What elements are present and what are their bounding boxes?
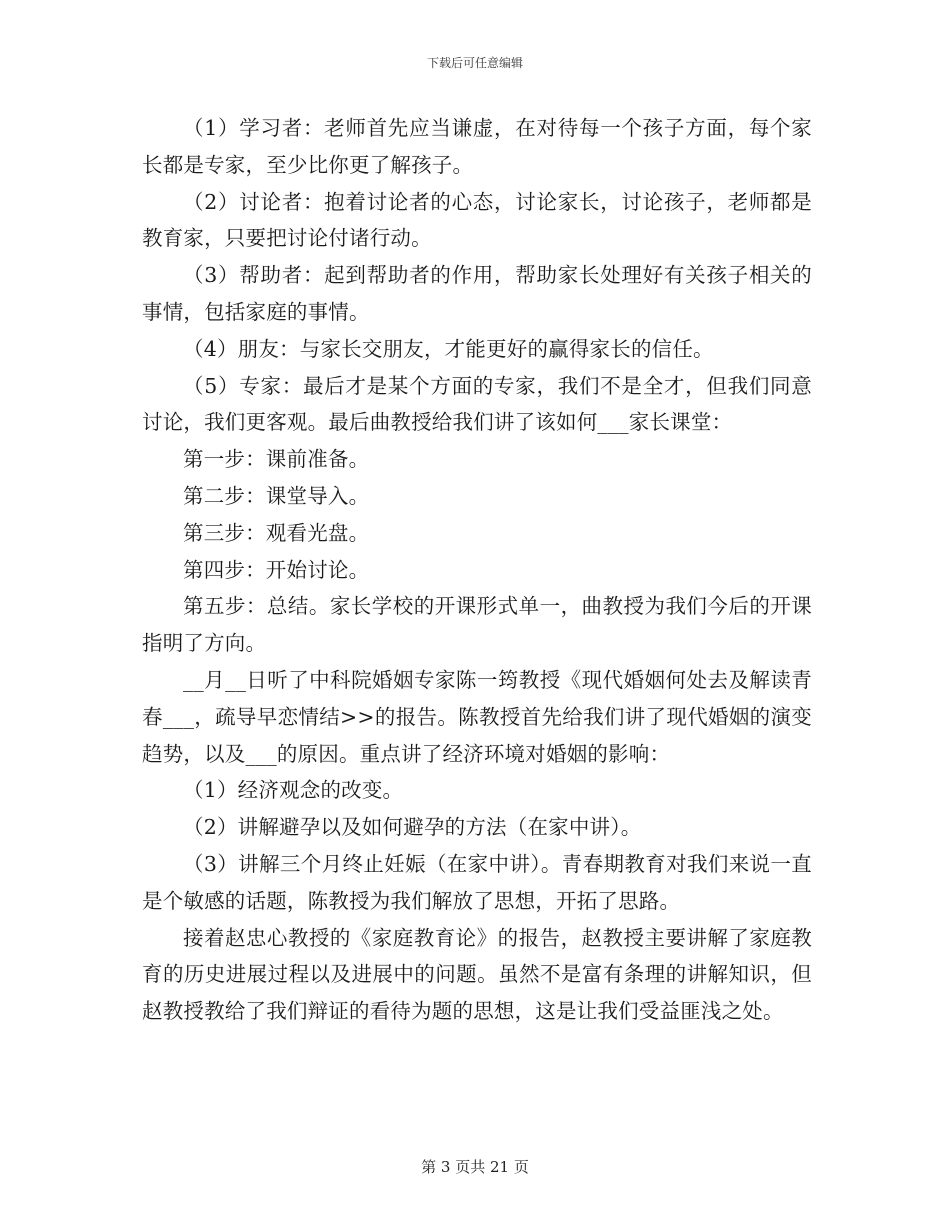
paragraph-marriage-report: __月__日听了中科院婚姻专家陈一筠教授《现代婚姻何处去及解读青春___，疏导早恋情结>>的报告。陈教授首先给我们讲了现代婚姻的演变趋势，以及___的原因。重点讲了经济环境对婚姻的影响： [142,667,812,766]
paragraph-role-helper: （3）帮助者：起到帮助者的作用，帮助家长处理好有关孩子相关的事情，包括家庭的事情。 [142,263,812,324]
paragraph-contraception: （2）讲解避孕以及如何避孕的方法（在家中讲）。 [183,815,642,840]
paragraph-step-2: 第二步：课堂导入。 [183,483,370,508]
document-body [142,110,812,1030]
paragraph-step-3: 第三步：观看光盘。 [183,520,370,545]
paragraph-step-4: 第四步：开始讨论。 [183,557,370,582]
paragraph-role-expert: （5）专家：最后才是某个方面的专家，我们不是全才，但我们同意讨论，我们更客观。最后曲教授给我们讲了该如何___家长课堂： [142,373,812,435]
paragraph-role-learner: （1）学习者：老师首先应当谦虚，在对待每一个孩子方面，每个家长都是专家，至少比你更了解孩子。 [142,116,812,177]
page-header: 下载后可任意编辑 [426,56,523,70]
page-number: 第 3 页共 21 页 [421,1158,529,1176]
paragraph-step-5: 第五步：总结。家长学校的开课形式单一，曲教授为我们今后的开课指明了方向。 [142,594,812,656]
paragraph-role-discusser: （2）讨论者：抱着讨论者的心态，讨论家长，讨论孩子，老师都是教育家，只要把讨论付诸行动。 [142,189,812,251]
paragraph-role-friend: （4）朋友：与家长交朋友，才能更好的赢得家长的信任。 [183,336,714,361]
paragraph-step-1: 第一步：课前准备。 [183,447,370,472]
paragraph-economic-concept: （1）经济观念的改变。 [183,778,404,803]
paragraph-family-education: 接着赵忠心教授的《家庭教育论》的报告，赵教授主要讲解了家庭教育的历史进展过程以及进展中的问题。虽然不是富有条理的讲解知识，但赵教授教给了我们辩证的看待为题的思想，这是让我们受益匪浅之处。 [142,925,812,1024]
paragraph-adolescence: （3）讲解三个月终止妊娠（在家中讲）。青春期教育对我们来说一直是个敏感的话题，陈教授为我们解放了思想，开拓了思路。 [142,851,812,913]
